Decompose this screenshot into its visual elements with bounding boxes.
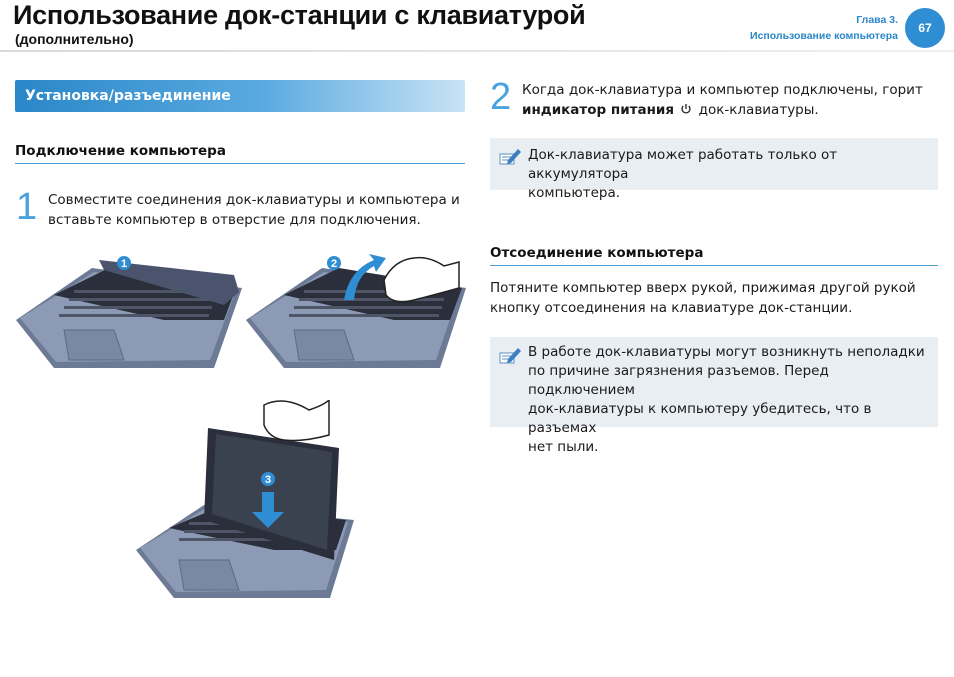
- disconnect-heading: Отсоединение компьютера: [490, 245, 704, 261]
- chapter-number: Глава 3.: [856, 14, 898, 26]
- note-dust-line-2: по причине загрязнения разъемов. Перед подключением: [528, 363, 829, 398]
- power-icon: [680, 103, 692, 115]
- note-dust: [490, 337, 938, 455]
- chapter-title: Использование компьютера: [750, 30, 898, 42]
- note-dust-line-4: нет пыли.: [528, 439, 599, 455]
- note-dust-line-1: В работе док-клавиатуры могут возникнуть неполадки: [528, 344, 925, 360]
- note-dust-text: [528, 343, 933, 457]
- chapter-label: [750, 12, 898, 44]
- note-pencil-icon: [498, 146, 522, 168]
- illustration-align-dock: [14, 250, 244, 370]
- page-subtitle: (дополнительно): [15, 31, 134, 47]
- step-2-tail: док-клавиатуры.: [698, 102, 819, 118]
- step-2-number: 2: [490, 76, 512, 118]
- step-1-line-2: вставьте компьютер в отверстие для подключения.: [48, 212, 421, 228]
- badge-1-label: 1: [120, 258, 128, 270]
- step-1-number: 1: [16, 186, 38, 228]
- page-title: Использование док-станции с клавиатурой: [13, 0, 586, 30]
- connect-heading: Подключение компьютера: [15, 143, 226, 159]
- section-title: Установка/разъединение: [25, 88, 231, 104]
- step-2-line-1: Когда док-клавиатура и компьютер подключены, горит: [522, 82, 923, 98]
- step-2-line-2: [522, 100, 942, 120]
- disconnect-text: [490, 278, 938, 318]
- connect-heading-rule: [15, 163, 465, 164]
- header-divider: [0, 50, 954, 52]
- step-2-text: [522, 80, 942, 120]
- page-number-badge: 67: [905, 8, 945, 48]
- disconnect-line-1: Потяните компьютер вверх рукой, прижимая другой рукой: [490, 280, 916, 296]
- section-title-bar: [15, 80, 465, 112]
- note-battery-line-2: компьютера.: [528, 185, 621, 201]
- note-battery-line-1: Док-клавиатура может работать только от аккумулятора: [528, 147, 838, 182]
- illustration-lift-tablet: [244, 250, 469, 370]
- disconnect-line-2: кнопку отсоединения на клавиатуре док-станции.: [490, 300, 853, 316]
- page-header: [0, 0, 954, 50]
- badge-3-label: 3: [264, 474, 272, 486]
- disconnect-heading-rule: [490, 265, 938, 266]
- hand-insert: [264, 400, 329, 440]
- badge-2-label: 2: [330, 258, 338, 270]
- note-battery-text: [528, 146, 933, 203]
- step-1-text: [48, 190, 468, 230]
- note-pencil-icon: [498, 345, 522, 367]
- illustration-insert-tablet: [134, 400, 364, 600]
- step-1-line-1: Совместите соединения док-клавиатуры и компьютера и: [48, 192, 460, 208]
- power-indicator-label: индикатор питания: [522, 102, 675, 118]
- note-battery: [490, 138, 938, 201]
- note-dust-line-3: док-клавиатуры к компьютеру убедитесь, что в разъемах: [528, 401, 872, 436]
